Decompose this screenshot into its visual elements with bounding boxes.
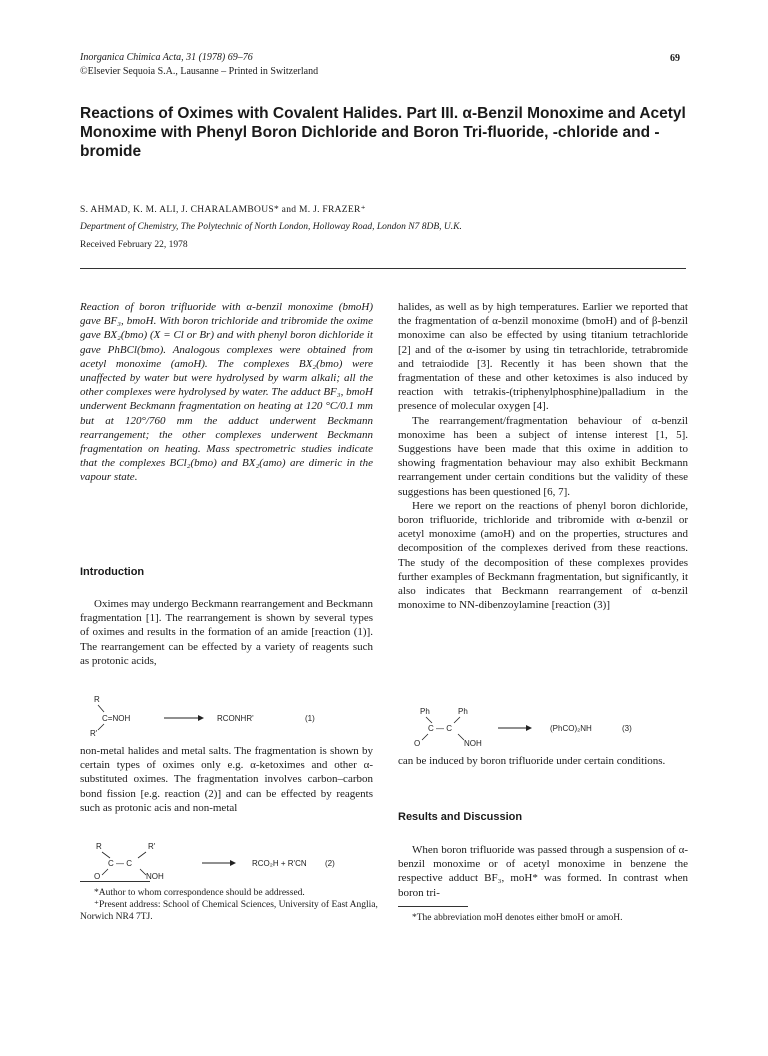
- r1-r-label: R: [94, 695, 100, 704]
- r2-rprime-label: R': [148, 842, 156, 851]
- publisher-line: ©Elsevier Sequoia S.A., Lausanne – Printed in Switzerland: [80, 66, 319, 77]
- right-para-2: The rearrangement/fragmentation behaviour of α-benzil monoxime has been a subject of intense interest [1, 5]. Suggestions have been made that this oxime in addition to showing fragmentation behaviour may also exhibit Beckmann rearrangement under certain conditions but the validity of these suggestions has been questioned [6, 7].: [398, 414, 688, 498]
- results-paragraph: [398, 843, 688, 900]
- results-heading: Results and Discussion: [398, 811, 523, 823]
- r2-bond-r: [102, 852, 110, 858]
- r2-number: (2): [325, 859, 335, 868]
- header-divider: [80, 268, 686, 269]
- reaction-1-scheme: [80, 692, 380, 737]
- r3-number: (3): [622, 724, 632, 733]
- footnote-divider-right: [398, 906, 468, 907]
- introduction-paragraph-2: non-metal halides and metal salts. The fragmentation is shown by certain types of oximes only e.g. α-ketoximes and other α-substituted oximes. The fragmentation involves carbon–carbon bond fission [e.g. reaction (2)] and can be effected by reagents such as protonic acis and non-metal: [80, 745, 373, 814]
- received-date: Received February 22, 1978: [80, 240, 188, 250]
- r3-bond-ph1: [426, 717, 432, 723]
- r3-ph2: Ph: [458, 707, 468, 716]
- reaction-3-scheme: [398, 704, 688, 748]
- r2-product: RCO₂H + R'CN: [252, 859, 307, 868]
- r2-arrowhead: [230, 860, 236, 866]
- r2-r-label: R: [96, 842, 102, 851]
- introduction-paragraph: [80, 597, 373, 668]
- r3-cc: C — C: [428, 724, 452, 733]
- footnote-corresponding-author: *Author to whom correspondence should be addressed.: [94, 888, 305, 898]
- r3-noh: NOH: [464, 739, 482, 748]
- r3-bond-ph2: [454, 717, 460, 723]
- right-para-3: Here we report on the reactions of phenyl boron dichloride, boron trifluoride, trichloride and tribromide with α-benzil or acetyl monoxime (amoH) and on the properties, structures and decomposition of the complexes derived from these reactions. The study of the decomposition of these complexes provides further examples of Beckmann fragmentation, but significantly, it also indicates that Beckmann rearrangement of α-benzil monoxime to NN-dibenzoylamine [reaction (3)]: [398, 499, 688, 612]
- footnotes-right: [398, 912, 688, 924]
- r1-rprime-label: R': [90, 729, 98, 737]
- abstract: Reaction of boron trifluoride with α-benzil monoxime (bmoH) gave BF₃, bmoH. With boron trichloride and tribromide the oxime gave BX₂(bmo) (X = Cl or Br) and with phenyl boron dichloride it gave PhBCl(bmo). Analogous complexes were obtained from acetyl monoxime (amoH). The complexes BX₂(bmo) were unaffected by water but were hydrolysed by warm alkali; all the other complexes were hydrolysed by water. The adduct BF₃, bmoH underwent Beckmann fragmentation on heating at 120 °C/0.1 mm but at 120°/760 mm the adduct underwent Beckmann rearrangement; the other complexes underwent Beckmann fragmentation on heating. Mass spectrometric studies indicate that the complexes BCl₂(bmo) and BX₂(amo) are dimeric in the vapour state.: [80, 301, 373, 484]
- footnotes-left: [80, 887, 380, 923]
- r3-arrowhead: [526, 725, 532, 731]
- footnote-present-address: ⁺Present address: School of Chemical Sciences, University of East Anglia, Norwich NR4 7TJ.: [80, 900, 378, 922]
- results-text: When boron trifluoride was passed through a suspension of α-benzil monoxime or of acetyl monoxime in benzene the respective adduct BF₃, moH* was formed. In contrast when boron tri-: [398, 844, 688, 899]
- r1-bond-lower: [98, 724, 104, 730]
- page-number: 69: [670, 53, 680, 64]
- reaction-2-scheme: [80, 840, 380, 880]
- r1-bond-upper: [98, 705, 104, 712]
- r2-noh: NOH: [146, 872, 164, 880]
- r1-arrowhead: [198, 715, 204, 721]
- r3-ph1: Ph: [420, 707, 430, 716]
- right-column-text-2: can be induced by boron trifluoride under certain conditions.: [398, 755, 666, 767]
- r3-bond-o: [422, 734, 428, 740]
- r2-cc: C — C: [108, 859, 132, 868]
- intro-text-1: Oximes may undergo Beckmann rearrangement and Beckmann fragmentation [1]. The rearrangement is shown by several types of oximes and results in the formation of an amide [reaction (1)]. The rearrangement can be effected by a variety of reagents such as protonic acids,: [80, 598, 373, 667]
- affiliation: Department of Chemistry, The Polytechnic of North London, Holloway Road, London N7 8DB, U.K.: [80, 222, 462, 232]
- author-list: S. AHMAD, K. M. ALI, J. CHARALAMBOUS* and M. J. FRAZER⁺: [80, 205, 366, 215]
- r2-bond-o: [102, 869, 108, 875]
- r3-oxygen: O: [414, 739, 421, 748]
- r1-product: RCONHR': [217, 714, 254, 723]
- r1-oxime: C=NOH: [102, 714, 131, 723]
- article-title: Reactions of Oximes with Covalent Halides. Part III. α-Benzil Monoxime and Acetyl Monoxime with Phenyl Boron Dichloride and Boron Tri-fluoride, -chloride and -bromide: [80, 105, 686, 160]
- right-para-1: halides, as well as by high temperatures. Earlier we reported that the fragmentation of α-benzil monoxime (bmoH) and of β-benzil monoxime can also be effected by using titanium tetrachloride [2] and of the α-isomer by using tin tetrachloride, tetrabromide and tetraiodide [3]. Recently it has been shown that the fragmentation of these and other ketoximes is also induced by reaction with tetrakis-(triphenylphosphine)palladium in the presence of molecular oxygen [4].: [398, 301, 688, 413]
- r3-product: (PhCO)₂NH: [550, 724, 592, 733]
- right-column-text: [398, 300, 688, 612]
- footnote-divider-left: [80, 881, 150, 882]
- introduction-heading: Introduction: [80, 566, 145, 578]
- r1-number: (1): [305, 714, 315, 723]
- r2-bond-rprime: [138, 852, 146, 858]
- journal-citation: [80, 51, 318, 79]
- journal-reference: Inorganica Chimica Acta, 31 (1978) 69–76: [80, 52, 253, 63]
- r2-oxygen: O: [94, 872, 101, 880]
- footnote-abbreviation: *The abbreviation moH denotes either bmoH or amoH.: [412, 913, 623, 923]
